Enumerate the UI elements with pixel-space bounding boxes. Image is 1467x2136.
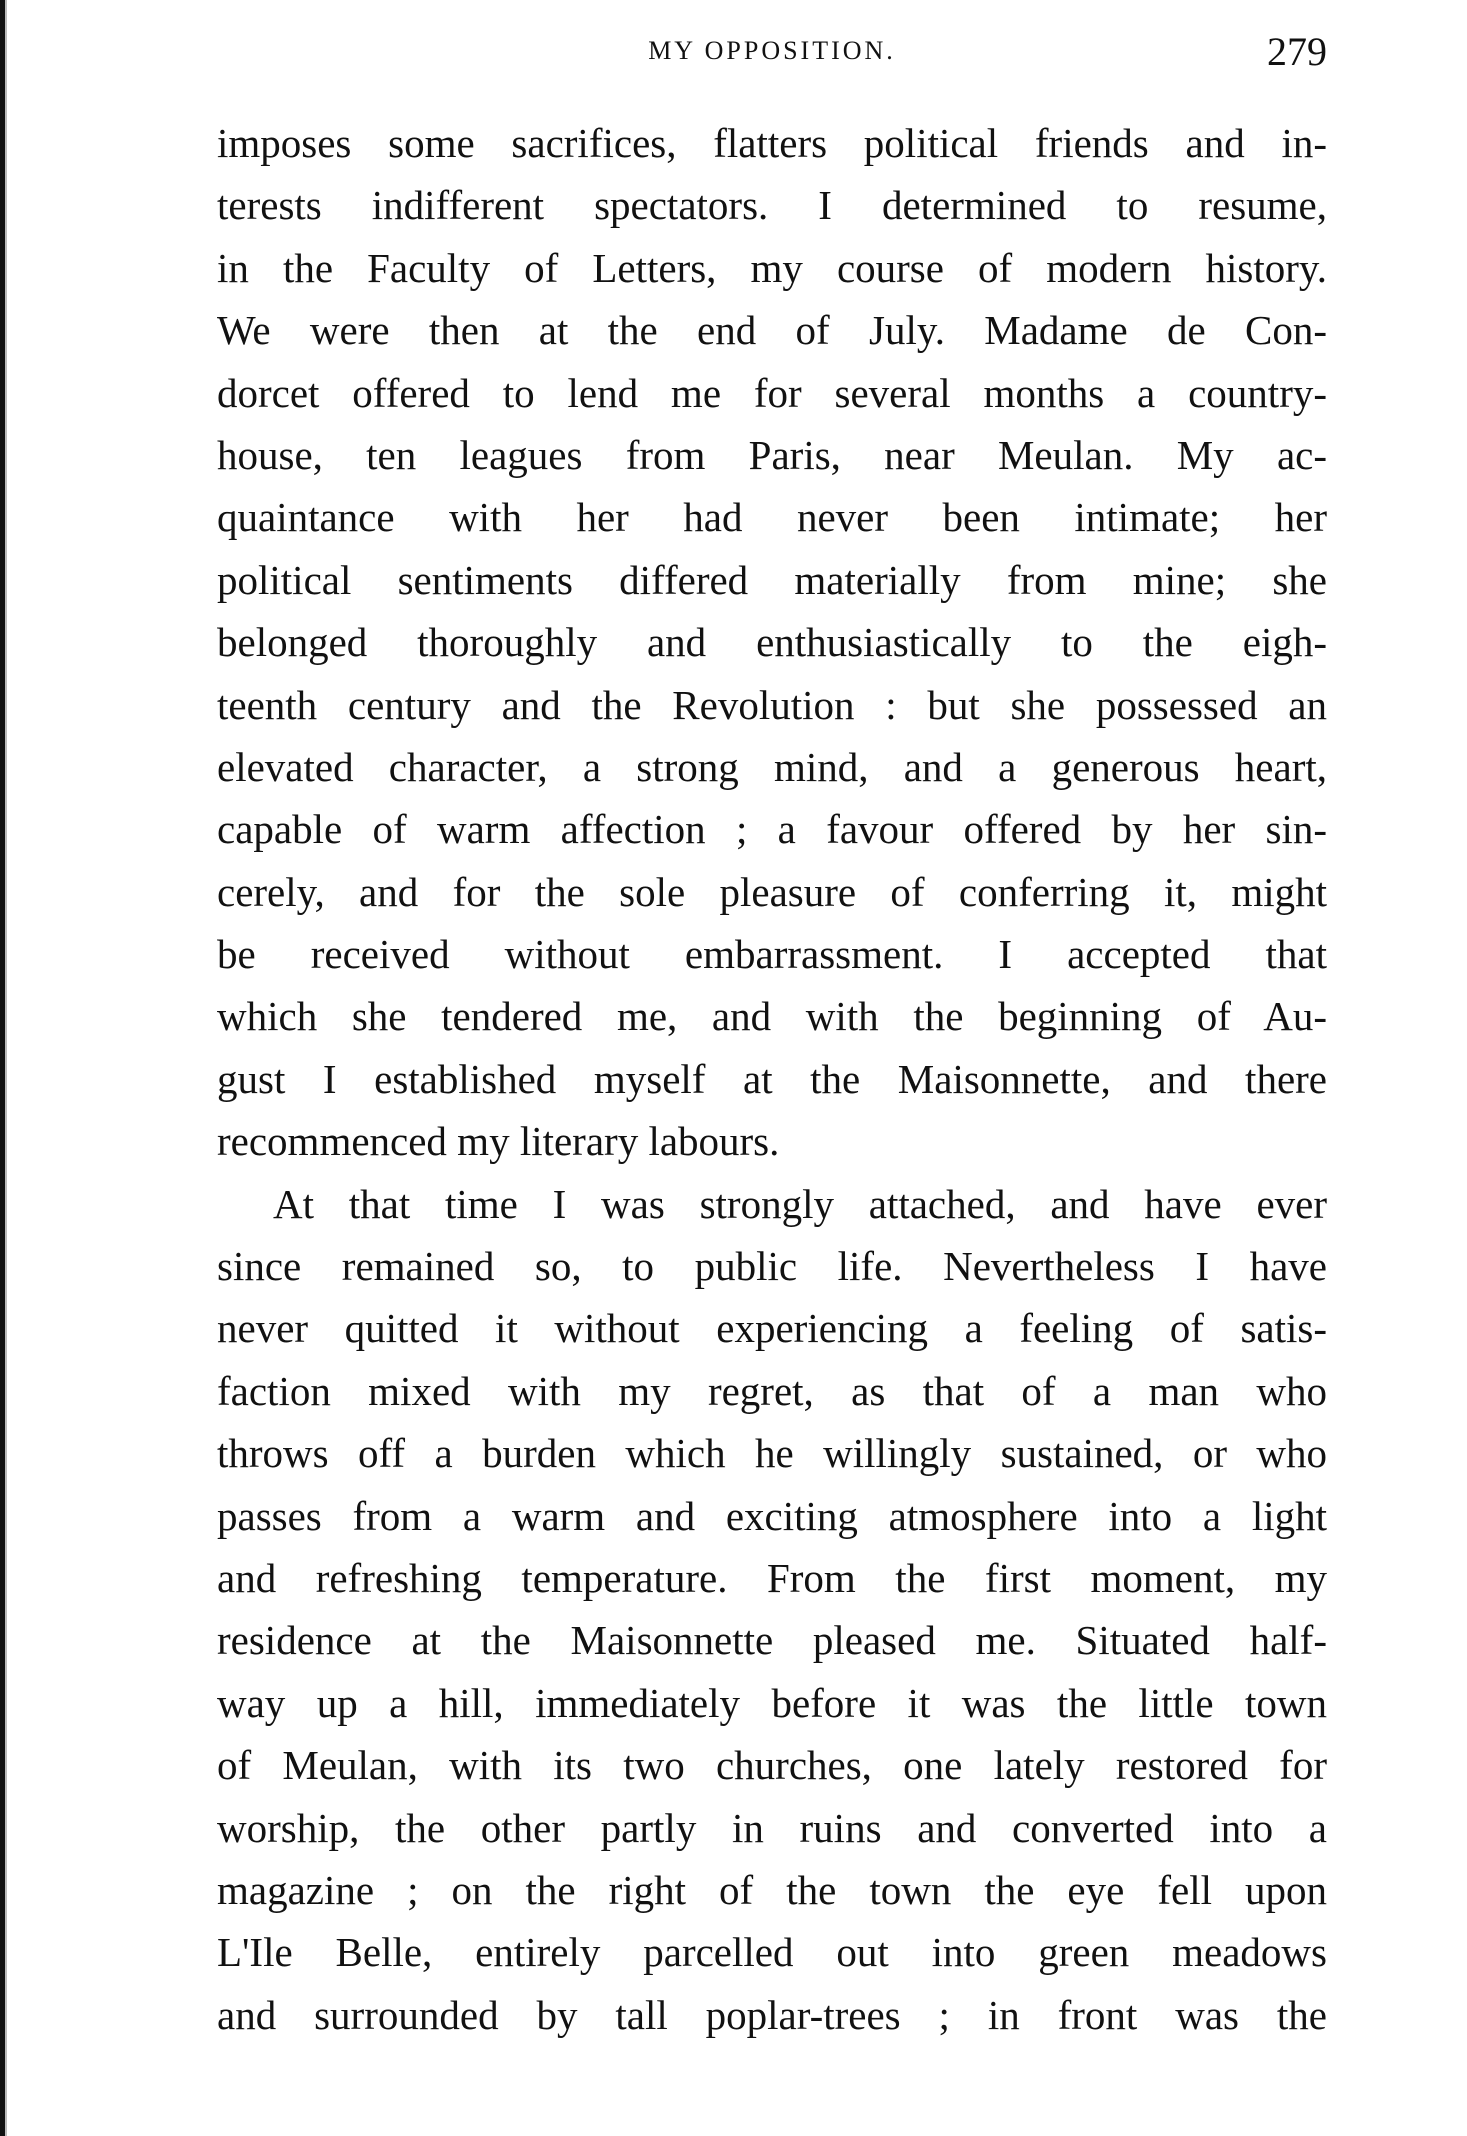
- text-line: terests indifferent spectators. I determined to resume,: [217, 182, 1327, 229]
- text-line: belonged thoroughly and enthusiastically to the eigh-: [217, 619, 1327, 666]
- text-line: magazine ; on the right of the town the eye fell upon: [217, 1866, 1327, 1913]
- text-line: faction mixed with my regret, as that of a man who: [217, 1367, 1327, 1414]
- text-line: teenth century and the Revolution : but she possessed an: [217, 681, 1327, 728]
- text-line: At that time I was strongly attached, and have ever: [273, 1180, 1327, 1227]
- text-line: never quitted it without experiencing a feeling of satis-: [217, 1305, 1327, 1352]
- text-line: and surrounded by tall poplar-trees ; in front was the: [217, 1991, 1327, 2038]
- running-title: MY OPPOSITION.: [648, 36, 896, 65]
- page-number: 279: [1267, 29, 1327, 74]
- text-line: elevated character, a strong mind, and a generous heart,: [217, 743, 1327, 790]
- text-line: capable of warm affection ; a favour offered by her sin-: [217, 806, 1327, 853]
- text-line: house, ten leagues from Paris, near Meulan. My ac-: [217, 431, 1327, 478]
- text-line: passes from a warm and exciting atmosphere into a light: [217, 1492, 1327, 1539]
- body-text: [217, 112, 1327, 2046]
- text-line: imposes some sacrifices, flatters political friends and in-: [217, 120, 1327, 166]
- text-line: throws off a burden which he willingly sustained, or who: [217, 1430, 1327, 1477]
- text-line: We were then at the end of July. Madame de Con-: [217, 307, 1327, 354]
- text-line: since remained so, to public life. Nevertheless I have: [217, 1243, 1327, 1290]
- text-line: political sentiments differed materially from mine; she: [217, 556, 1327, 603]
- text-line: residence at the Maisonnette pleased me. Situated half-: [217, 1617, 1327, 1664]
- page-edge-border: [5, 0, 7, 2136]
- text-line: dorcet offered to lend me for several months a country-: [217, 369, 1327, 416]
- text-line: and refreshing temperature. From the first moment, my: [217, 1554, 1327, 1601]
- text-line: worship, the other partly in ruins and converted into a: [217, 1804, 1327, 1851]
- text-line: gust I established myself at the Maisonnette, and there: [217, 1055, 1327, 1102]
- text-line: cerely, and for the sole pleasure of conferring it, might: [217, 868, 1327, 915]
- text-line: recommenced my literary labours.: [217, 1118, 780, 1165]
- text-line: quaintance with her had never been intimate; her: [217, 494, 1327, 541]
- text-line: way up a hill, immediately before it was the little town: [217, 1679, 1327, 1726]
- text-line: of Meulan, with its two churches, one lately restored for: [217, 1742, 1327, 1789]
- page-header: [217, 28, 1327, 78]
- text-line: L'Ile Belle, entirely parcelled out into green meadows: [217, 1929, 1327, 1976]
- text-line: which she tendered me, and with the beginning of Au-: [217, 993, 1327, 1040]
- text-line: be received without embarrassment. I accepted that: [217, 931, 1327, 978]
- text-line: in the Faculty of Letters, my course of modern history.: [217, 244, 1327, 291]
